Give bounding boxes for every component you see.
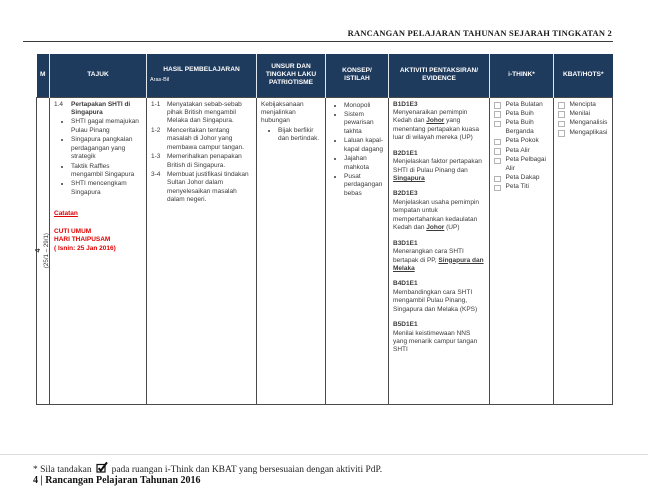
hasil-item-text: Memerihalkan penapakan British di Singapura. bbox=[167, 153, 242, 169]
col-header-konsep: KONSEP/ ISTILAH bbox=[326, 54, 389, 97]
checked-box-icon bbox=[96, 461, 108, 476]
konsep-bullet: • Pusat perdagangan bebas bbox=[344, 173, 384, 198]
aktiviti-block bbox=[393, 150, 485, 184]
week-number: 4 bbox=[35, 248, 43, 253]
hasil-item bbox=[151, 171, 252, 205]
col-header-tajuk: TAJUK bbox=[50, 54, 147, 97]
col-header-m: M bbox=[37, 54, 50, 97]
week-dates: (25/1 – 29/1) bbox=[43, 232, 51, 269]
hasil-item-number: 3-4 bbox=[151, 171, 161, 178]
aktiviti-segment: Menyenaraikan pemimpin Kedah dan bbox=[393, 108, 468, 125]
ithink-label: Peta Pokok bbox=[505, 137, 539, 145]
aktiviti-block bbox=[393, 240, 485, 274]
ithink-item bbox=[494, 137, 549, 145]
checkbox-icon bbox=[494, 185, 501, 192]
ithink-item bbox=[494, 147, 549, 155]
topic-bullet: • SHTI gagal memajukan Pulau Pinang bbox=[71, 118, 142, 135]
lesson-plan-table bbox=[36, 54, 613, 405]
aktiviti-block bbox=[393, 190, 485, 232]
checkbox-icon bbox=[558, 102, 565, 109]
checkbox-icon bbox=[494, 148, 501, 155]
aktiviti-text bbox=[393, 158, 485, 183]
ithink-item bbox=[494, 110, 549, 118]
aktiviti-keyword: Singapura dan Melaka bbox=[393, 256, 484, 272]
checkbox-icon bbox=[558, 111, 565, 118]
hasil-item-text: Menceritakan tentang masalah di Johor yang membawa campur tangan. bbox=[167, 126, 244, 151]
kbat-item bbox=[558, 129, 608, 137]
footer-note-suffix: pada ruangan i-Think dan KBAT yang bersesuaian dengan aktiviti PdP. bbox=[111, 465, 383, 475]
checkbox-icon bbox=[558, 121, 565, 128]
aktiviti-code: B4D1E1 bbox=[393, 280, 418, 288]
hasil-item-text: Menyatakan sebab-sebab pihak British mengambil Melaka dan Singapura. bbox=[167, 100, 242, 125]
ithink-label: Peta Buih Berganda bbox=[505, 119, 534, 135]
konsep-bullet-list bbox=[330, 102, 384, 199]
aktiviti-code: B5D1E1 bbox=[393, 321, 418, 329]
ithink-label: Peta Bulatan bbox=[505, 100, 543, 108]
hasil-cell bbox=[147, 97, 257, 404]
aktiviti-segment: Menerangkan cara SHTI bertapak di PP, bbox=[393, 248, 464, 264]
konsep-bullet: • Laluan kapal-kapal dagang bbox=[344, 137, 384, 154]
hasil-item-number: 1-1 bbox=[151, 100, 161, 108]
unsur-bullet: • Bijak berfikir dan bertindak. bbox=[278, 127, 321, 144]
aktiviti-segment: Menjelaskan usaha pemimpin tempatan untuk mempertahankan kedaulatan Kedah dan bbox=[393, 198, 479, 232]
checkbox-icon bbox=[494, 158, 501, 165]
kbat-label: Menganalisis bbox=[569, 119, 608, 127]
konsep-bullet: • Sistem pewarisan takhta bbox=[344, 111, 384, 136]
holiday-note bbox=[54, 228, 142, 253]
footer-divider bbox=[0, 454, 648, 455]
checkbox-icon bbox=[494, 176, 501, 183]
col-header-hasil bbox=[147, 54, 257, 97]
page-title: RANCANGAN PELAJARAN TAHUNAN SEJARAH TINGKATAN 2 bbox=[347, 28, 612, 38]
aktiviti-code: B2D1E1 bbox=[393, 149, 418, 157]
konsep-cell bbox=[326, 97, 389, 404]
col-header-hasil-sub: Aras-Bil bbox=[150, 77, 170, 84]
aktiviti-text bbox=[393, 289, 485, 314]
title-divider bbox=[23, 41, 613, 42]
ithink-label: Peta Buih bbox=[505, 109, 534, 117]
aktiviti-segment: Membandingkan cara SHTI mengambil Pulau Pinang, Singapura dan Melaka (KPS) bbox=[393, 288, 478, 313]
holiday-note-line: CUTI UMUM bbox=[54, 227, 92, 235]
holiday-note-line: ( Isnin: 25 Jan 2016) bbox=[54, 244, 116, 252]
kbat-label: Mengaplikasi bbox=[569, 128, 608, 136]
ithink-item bbox=[494, 183, 549, 191]
konsep-bullet: • Jajahan mahkota bbox=[344, 155, 384, 172]
hasil-item-number: 1-3 bbox=[151, 153, 161, 161]
topic-bullet-list bbox=[54, 118, 142, 197]
footer-note-prefix: * Sila tandakan bbox=[33, 465, 92, 475]
konsep-bullet: • Monopoli bbox=[344, 102, 384, 110]
aktiviti-segment: Menjelaskan faktor pertapakan SHTI di Pulau Pinang dan bbox=[393, 158, 482, 174]
aktiviti-text bbox=[393, 330, 485, 355]
kbat-item bbox=[558, 110, 608, 118]
aktiviti-segment: yang menentang pertapakan kuasa luar di wilayah mereka (UP) bbox=[393, 117, 480, 142]
hasil-item bbox=[151, 101, 252, 126]
aktiviti-text bbox=[393, 109, 485, 143]
aktiviti-code: B2D1E3 bbox=[393, 190, 418, 198]
unsur-bullet-list bbox=[261, 127, 321, 144]
topic-bullet: • Singapura pangkalan perdagangan yang strategik bbox=[71, 136, 142, 161]
footer-page-number: 4 | Rancangan Pelajaran Tahunan 2016 bbox=[33, 475, 201, 486]
checkbox-icon bbox=[494, 102, 501, 109]
topic-number: 1.4 bbox=[54, 100, 64, 108]
ithink-cell bbox=[490, 97, 554, 404]
aktiviti-text bbox=[393, 199, 485, 233]
hasil-item bbox=[151, 153, 252, 170]
aktiviti-code: B3D1E1 bbox=[393, 239, 418, 247]
topic-bullet: • SHTI mencengkam Singapura bbox=[71, 180, 142, 197]
col-header-aktiviti: AKTIVITI PENTAKSIRAN/ EVIDENCE bbox=[389, 54, 490, 97]
topic-bullet: • Taktik Raffles mengambil Singapura bbox=[71, 163, 142, 180]
ithink-item bbox=[494, 119, 549, 136]
col-header-kbat: KBAT/HOTS* bbox=[554, 54, 613, 97]
checkbox-icon bbox=[494, 121, 501, 128]
aktiviti-keyword: Johor bbox=[426, 224, 445, 232]
aktiviti-block bbox=[393, 321, 485, 355]
aktiviti-segment: Menilai keistimewaan NNS yang menarik campur tangan SHTI bbox=[393, 329, 478, 354]
kbat-cell bbox=[554, 97, 613, 404]
holiday-note-line: HARI THAIPUSAM bbox=[54, 236, 111, 244]
table-row bbox=[37, 97, 613, 404]
col-header-hasil-title: HASIL PEMBELAJARAN bbox=[163, 66, 240, 74]
tajuk-cell bbox=[50, 97, 147, 404]
aktiviti-block bbox=[393, 101, 485, 143]
ithink-label: Peta Titi bbox=[505, 183, 529, 191]
kbat-label: Mencipta bbox=[569, 100, 596, 108]
checkbox-icon bbox=[558, 130, 565, 137]
aktiviti-keyword: Singapura bbox=[393, 175, 425, 182]
unsur-cell bbox=[257, 97, 326, 404]
aktiviti-block bbox=[393, 280, 485, 314]
aktiviti-segment: (UP) bbox=[444, 224, 460, 232]
ithink-label: Peta Pelbagai Alir bbox=[505, 156, 546, 172]
topic-heading bbox=[54, 101, 142, 118]
ithink-item bbox=[494, 156, 549, 173]
checkbox-icon bbox=[494, 111, 501, 118]
col-header-unsur: UNSUR DAN TINGKAH LAKU PATRIOTISME bbox=[257, 54, 326, 97]
kbat-label: Menilai bbox=[569, 109, 591, 117]
aktiviti-text bbox=[393, 248, 485, 273]
catatan-label: Catatan bbox=[54, 210, 78, 218]
kbat-item bbox=[558, 119, 608, 127]
checkbox-icon bbox=[494, 139, 501, 146]
week-rotated-wrap bbox=[37, 98, 49, 404]
aktiviti-cell bbox=[389, 97, 490, 404]
ithink-label: Peta Alir bbox=[505, 146, 530, 154]
footer-note bbox=[33, 460, 382, 475]
week-cell bbox=[37, 97, 50, 404]
ithink-item bbox=[494, 174, 549, 182]
unsur-intro: Kebijaksanaan menjalinkan hubungan bbox=[261, 100, 304, 125]
table-header-row bbox=[37, 54, 613, 97]
hasil-item-number: 1-2 bbox=[151, 126, 161, 134]
topic-title: Pertapakan SHTI di Singapura bbox=[71, 100, 131, 116]
hasil-item-text: Membuat justifikasi tindakan Sultan Johor dalam menyelesaikan masalah dalam negeri. bbox=[167, 171, 249, 204]
kbat-item bbox=[558, 101, 608, 109]
hasil-item bbox=[151, 127, 252, 152]
ithink-item bbox=[494, 101, 549, 109]
aktiviti-keyword: Johor bbox=[426, 117, 445, 125]
col-header-ithink: i-THINK* bbox=[490, 54, 554, 97]
week-rotated-text bbox=[34, 233, 51, 268]
ithink-label: Peta Dakap bbox=[505, 174, 540, 181]
aktiviti-code: B1D1E3 bbox=[393, 100, 418, 108]
